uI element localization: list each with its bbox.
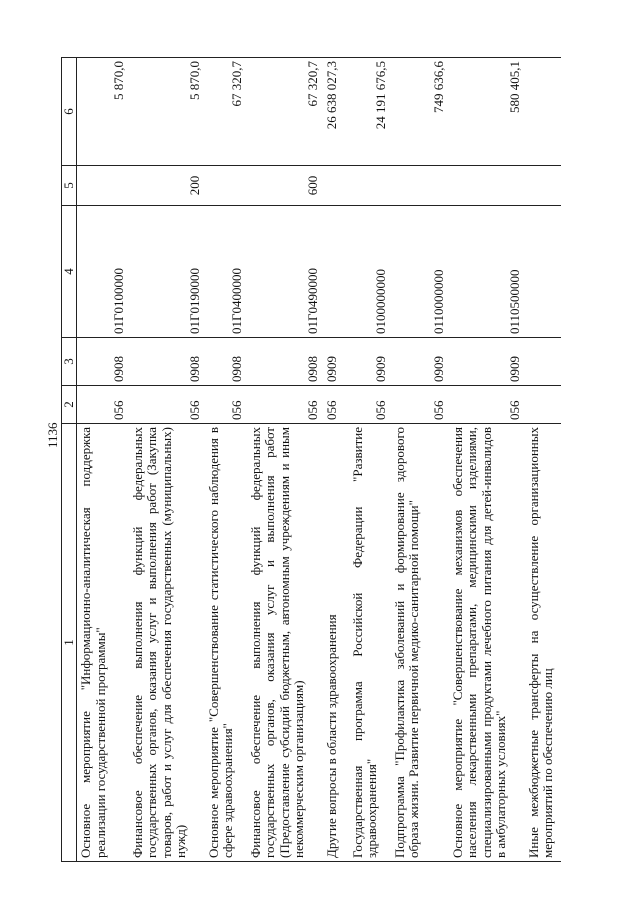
row-expense-type: [391, 166, 449, 206]
row-name: Иные межбюджетные трансферты на осуществление организационных мероприятий по обеспечению лиц: [525, 424, 561, 862]
row-target-code: 01Г0400000: [205, 206, 247, 338]
row-expense-type: [525, 166, 561, 206]
row-name: Подпрограмма "Профилактика заболеваний и формирование здорового образа жизни. Развитие первичной медико-санитарной помощи": [391, 424, 449, 862]
row-target-code: 01Г0490000: [247, 206, 323, 338]
row-target-code: [323, 206, 349, 338]
row-target-code: 01Г0190000: [129, 206, 205, 338]
header-cell: 2: [62, 386, 77, 424]
row-ministry-code: 056: [77, 386, 129, 424]
budget-table: [61, 57, 561, 862]
row-ministry-code: 056: [205, 386, 247, 424]
row-amount: 580 405,1: [449, 58, 525, 166]
page-number: 1136: [45, 422, 60, 448]
row-amount: 5 870,0: [129, 58, 205, 166]
row-name: Государственная программа Российской Федерации "Развитие здравоохранения": [349, 424, 391, 862]
row-expense-type: 600: [247, 166, 323, 206]
table-row: [449, 58, 525, 862]
row-target-code: [525, 206, 561, 338]
row-amount: 749 636,6: [391, 58, 449, 166]
row-ministry-code: 056: [349, 386, 391, 424]
row-amount: 67 320,7: [205, 58, 247, 166]
table-row: [349, 58, 391, 862]
header-row: [62, 58, 77, 862]
row-name: Финансовое обеспечение выполнения функций федеральных государственных органов, оказания услуг и выполнения работ (Предоставление субсидий бюджетным, автономным учреждениям и иным некоммерческим организациям): [247, 424, 323, 862]
table-row: [391, 58, 449, 862]
row-amount: 67 320,7: [247, 58, 323, 166]
header-cell: 6: [62, 58, 77, 166]
row-expense-type: [205, 166, 247, 206]
row-target-code: 0110000000: [391, 206, 449, 338]
row-name: Финансовое обеспечение выполнения функций федеральных государственных органов, оказания услуг и выполнения работ (Закупка товаров, работ и услуг для обеспечения государственных (муниципальных) нужд): [129, 424, 205, 862]
row-section-code: 0909: [349, 338, 391, 386]
header-cell: 3: [62, 338, 77, 386]
row-ministry-code: 056: [247, 386, 323, 424]
row-expense-type: [323, 166, 349, 206]
table-row: [525, 58, 561, 862]
row-name: Основное мероприятие "Совершенствование механизмов обеспечения населения лекарственными препаратами, медицинскими изделиями, специализированными продуктами лечебного питания для детей-инвалидов в амбулаторных условиях": [449, 424, 525, 862]
row-ministry-code: 056: [391, 386, 449, 424]
row-name: Другие вопросы в области здравоохранения: [323, 424, 349, 862]
row-ministry-code: 056: [129, 386, 205, 424]
row-section-code: [525, 338, 561, 386]
row-amount: 26 638 027,3: [323, 58, 349, 166]
row-name: Основное мероприятие "Информационно-аналитическая поддержка реализации государственной программы": [77, 424, 129, 862]
row-ministry-code: 056: [449, 386, 525, 424]
header-cell: 1: [62, 424, 77, 862]
row-section-code: 0909: [449, 338, 525, 386]
row-section-code: 0908: [205, 338, 247, 386]
row-section-code: 0908: [247, 338, 323, 386]
table-row: [205, 58, 247, 862]
budget-table-page: [61, 58, 554, 862]
row-target-code: 0110500000: [449, 206, 525, 338]
row-target-code: 0100000000: [349, 206, 391, 338]
row-expense-type: 200: [129, 166, 205, 206]
table-row: [323, 58, 349, 862]
row-expense-type: [77, 166, 129, 206]
header-cell: 4: [62, 206, 77, 338]
row-section-code: 0908: [129, 338, 205, 386]
row-expense-type: [349, 166, 391, 206]
row-ministry-code: [525, 386, 561, 424]
row-amount: 24 191 676,5: [349, 58, 391, 166]
row-section-code: 0909: [323, 338, 349, 386]
row-amount: [525, 58, 561, 166]
row-target-code: 01Г0100000: [77, 206, 129, 338]
header-cell: 5: [62, 166, 77, 206]
table-row: [129, 58, 205, 862]
table-row: [77, 58, 129, 862]
row-expense-type: [449, 166, 525, 206]
row-name: Основное мероприятие "Совершенствование статистического наблюдения в сфере здравоохранения": [205, 424, 247, 862]
row-section-code: 0909: [391, 338, 449, 386]
row-section-code: 0908: [77, 338, 129, 386]
table-row: [247, 58, 323, 862]
row-ministry-code: 056: [323, 386, 349, 424]
row-amount: 5 870,0: [77, 58, 129, 166]
